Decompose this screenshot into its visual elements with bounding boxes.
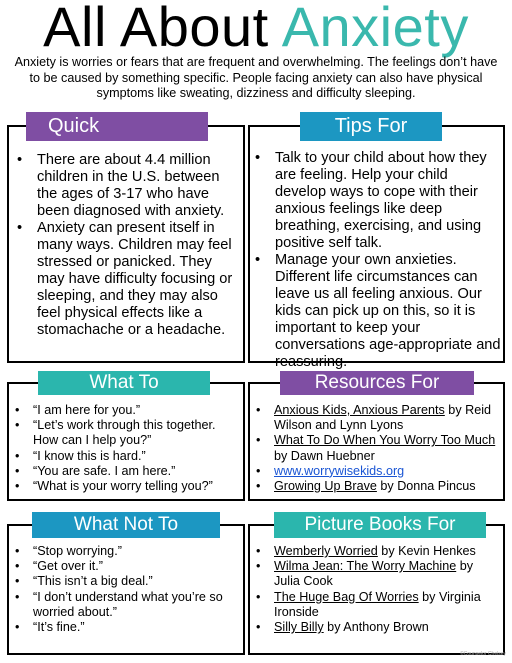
resources-header: Resources For <box>280 371 474 395</box>
book-title-link[interactable]: Wilma Jean: The Worry Machine <box>274 559 457 574</box>
website-link[interactable]: www.worrywisekids.org <box>274 463 405 478</box>
book-title-link[interactable]: The Huge Bag Of Worries <box>274 589 419 604</box>
list-item: • Growing Up Brave by Donna Pincus <box>256 479 501 494</box>
watermark: ©Counselor Chelsey <box>460 651 506 657</box>
list-item: • Anxiety can present itself in many ways. Children may feel stressed or panicked. They may have difficulty focusing or sleeping, and they may also feel physical effects like a stomachache or a headache. <box>17 220 239 339</box>
intro-text: Anxiety is worries or fears that are frequent and overwhelming. The feelings don’t have to be caused by something specific. People facing anxiety can also have physical symptoms like sweating, dizziness and difficulty sleeping. <box>14 55 498 100</box>
list-item: • Anxious Kids, Anxious Parents by Reid Wilson and Lynn Lyons <box>256 403 501 433</box>
list-item: • Manage your own anxieties. Different life circumstances can leave us all feeling anxious. Our kids can pick up on this, so it is important to keep your conversations age-appropriate and reassuring. <box>255 252 501 371</box>
list-item: • What To Do When You Worry Too Much by Dawn Huebner <box>256 433 501 463</box>
list-item: • “It’s fine.” <box>15 620 243 635</box>
list-item: • Talk to your child about how they are feeling. Help your child develop ways to cope with their anxious feelings like deep breathing, exercising, and using positive self talk. <box>255 150 501 252</box>
book-title-link[interactable]: Anxious Kids, Anxious Parents <box>274 403 445 417</box>
list-item: • Wilma Jean: The Worry Machine by Julia Cook <box>256 559 501 589</box>
quick-list <box>17 152 239 339</box>
title-main: All About <box>43 0 282 58</box>
title-accent: Anxiety <box>281 0 469 58</box>
list-item: • “I am here for you.” <box>15 403 243 418</box>
what-not-to-header: What Not To <box>32 512 220 538</box>
book-title-link[interactable]: Growing Up Brave <box>274 479 377 494</box>
list-item: • The Huge Bag Of Worries by Virginia Ironside <box>256 590 501 620</box>
list-item: • There are about 4.4 million children in the U.S. between the ages of 3-17 who have been diagnosed with anxiety. <box>17 152 239 220</box>
book-title-link[interactable]: What To Do When You Worry Too Much <box>274 433 496 448</box>
list-item: • “I don’t understand what you’re so worried about.” <box>15 590 243 620</box>
what-to-header: What To <box>38 371 210 395</box>
list-item: • “I know this is hard.” <box>15 449 243 464</box>
list-item: • “You are safe. I am here.” <box>15 464 243 479</box>
quick-header: Quick <box>26 112 208 141</box>
book-title-link[interactable]: Wemberly Worried <box>274 544 378 558</box>
list-item <box>256 464 501 479</box>
tips-list <box>255 150 501 371</box>
list-item: • “This isn’t a big deal.” <box>15 574 243 589</box>
list-item: • “Get over it.” <box>15 559 243 574</box>
list-item: • Wemberly Worried by Kevin Henkes <box>256 544 501 559</box>
what-not-to-list <box>15 544 243 635</box>
books-list <box>256 544 501 635</box>
book-title-link[interactable]: Silly Billy <box>274 620 324 635</box>
resources-list <box>256 403 501 494</box>
what-to-list <box>15 403 243 494</box>
list-item: • Silly Billy by Anthony Brown <box>256 620 501 635</box>
list-item: • “What is your worry telling you?” <box>15 479 243 494</box>
page-title <box>0 0 512 58</box>
books-header: Picture Books For <box>274 512 486 538</box>
tips-header: Tips For <box>300 112 442 141</box>
list-item: • “Let’s work through this together. How can I help you?” <box>15 418 243 448</box>
list-item: • “Stop worrying.” <box>15 544 243 559</box>
